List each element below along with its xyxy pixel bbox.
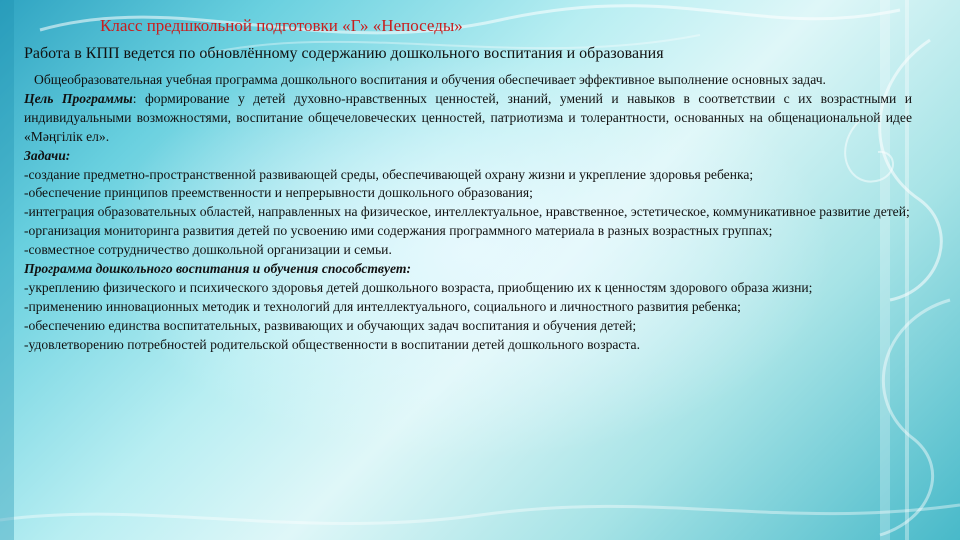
task-item: -обеспечение принципов преемственности и непрерывности дошкольного образования; <box>24 185 533 201</box>
goal-text: : формирование у детей духовно-нравственных ценностей, знаний, умений и навыков в соответствии с их возрастными и индивидуальными возможностями, воспитание общечеловеческих ценностей, патриотизма и толерантности, основанных на общенациональной идее «Мәңгілік ел». <box>24 90 912 144</box>
program-item: -применению инновационных методик и технологий для интеллектуального, социального и личностного развития ребенка; <box>24 298 741 314</box>
slide-body <box>24 71 912 355</box>
program-item: -укреплению физического и психического здоровья детей дошкольного возраста, приобщению их к ценностям здорового образа жизни; <box>24 279 813 295</box>
task-item: -организация мониторинга развития детей по усвоению ими содержания программного материала в разных возрастных группах; <box>24 223 773 239</box>
goal-paragraph <box>24 90 912 147</box>
goal-label: Цель Программы <box>24 90 133 106</box>
slide-subtitle: Работа в КПП ведется по обновлённому содержанию дошкольного воспитания и образования <box>24 45 664 62</box>
task-item: -создание предметно-пространственной развивающей среды, обеспечивающей охрану жизни и укрепление здоровья ребенка; <box>24 166 754 182</box>
task-item: -интеграция образовательных областей, направленных на физическое, интеллектуальное, нравственное, эстетическое, коммуникативное развитие детей; <box>24 204 910 220</box>
slide-title: Класс предшкольной подготовки «Г» «Непоседы» <box>100 16 463 35</box>
intro-paragraph: Общеобразовательная учебная программа дошкольного воспитания и обучения обеспечивает эффективное выполнение основных задач. <box>34 72 826 87</box>
program-item: -удовлетворению потребностей родительской общественности в воспитании детей дошкольного возраста. <box>24 336 640 352</box>
task-item: -совместное сотрудничество дошкольной организации и семьи. <box>24 242 392 258</box>
program-item: -обеспечению единства воспитательных, развивающих и обучающих задач воспитания и обучения детей; <box>24 317 637 333</box>
tasks-heading: Задачи: <box>24 147 71 163</box>
program-heading: Программа дошкольного воспитания и обучения способствует: <box>24 261 411 277</box>
